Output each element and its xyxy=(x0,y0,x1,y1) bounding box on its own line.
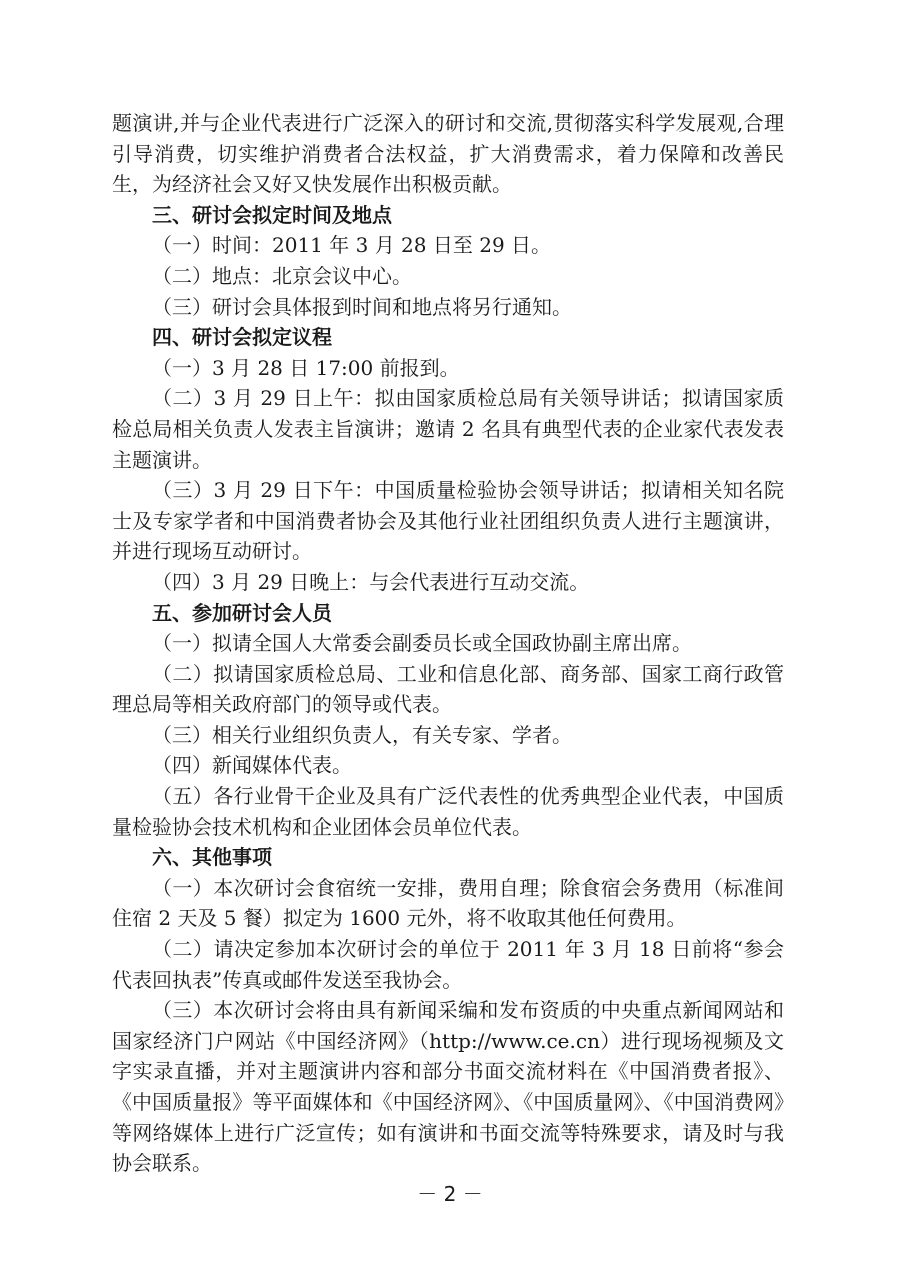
list-item: （三）本次研讨会将由具有新闻采编和发布资质的中央重点新闻网站和国家经济门户网站《中国经济网》（http://www.ce.cn）进行现场视频及文字实录直播，并对主题演讲内容和部分书面交流材料在《中国消费者报》、《中国质量报》等平面媒体和《中国经济网》、《中国质量网》、《中国消费网》等网络媒体上进行广泛宣传；如有演讲和书面交流等特殊要求，请及时与我协会联系。 xyxy=(112,998,784,1176)
intro-paragraph: 题演讲,并与企业代表进行广泛深入的研讨和交流,贯彻落实科学发展观,合理引导消费，切实维护消费者合法权益，扩大消费需求，着力保障和改善民生，为经济社会又好又快发展作出积极贡献。 xyxy=(112,111,784,197)
list-item: （一）本次研讨会食宿统一安排，费用自理；除食宿会务费用（标准间住宿 2 天及 5 餐）拟定为 1600 元外，将不收取其他任何费用。 xyxy=(112,875,784,931)
list-item: （一）拟请全国人大常委会副委员长或全国政协副主席出席。 xyxy=(152,631,692,656)
section-heading-time-location: 三、研讨会拟定时间及地点 xyxy=(152,202,392,227)
list-item: （三）3 月 29 日下午：中国质量检验协会领导讲话；拟请相关知名院士及专家学者和中国消费者协会及其他行业社团组织负责人进行主题演讲，并进行现场互动研讨。 xyxy=(112,478,784,564)
list-item: （五）各行业骨干企业及具有广泛代表性的优秀典型企业代表，中国质量检验协会技术机构和企业团体会员单位代表。 xyxy=(112,784,784,839)
list-item: （二）地点：北京会议中心。 xyxy=(152,263,412,288)
section-heading-other-matters: 六、其他事项 xyxy=(152,845,272,870)
list-item: （二）请决定参加本次研讨会的单位于 2011 年 3 月 18 日前将“参会代表回执表”传真或邮件发送至我协会。 xyxy=(112,937,784,992)
section-heading-attendees: 五、参加研讨会人员 xyxy=(152,600,332,625)
list-item: （一）时间：2011 年 3 月 28 日至 29 日。 xyxy=(152,233,552,258)
document-body xyxy=(112,108,784,1179)
list-item: （二）拟请国家质检总局、工业和信息化部、商务部、国家工商行政管理总局等相关政府部门的领导或代表。 xyxy=(112,661,784,717)
list-item: （三）研讨会具体报到时间和地点将另行通知。 xyxy=(152,294,572,319)
list-item: （四）3 月 29 日晚上：与会代表进行互动交流。 xyxy=(152,569,590,594)
list-item: （一）3 月 28 日 17:00 前报到。 xyxy=(152,355,460,380)
list-item: （三）相关行业组织负责人，有关专家、学者。 xyxy=(152,722,572,747)
list-item: （四）新闻媒体代表。 xyxy=(152,753,352,778)
section-heading-agenda: 四、研讨会拟定议程 xyxy=(152,325,332,350)
page-number: － 2 － xyxy=(417,1182,483,1206)
list-item: （二）3 月 29 日上午：拟由国家质检总局有关领导讲话；拟请国家质检总局相关负责人发表主旨演讲；邀请 2 名具有典型代表的企业家代表发表主题演讲。 xyxy=(112,386,784,472)
